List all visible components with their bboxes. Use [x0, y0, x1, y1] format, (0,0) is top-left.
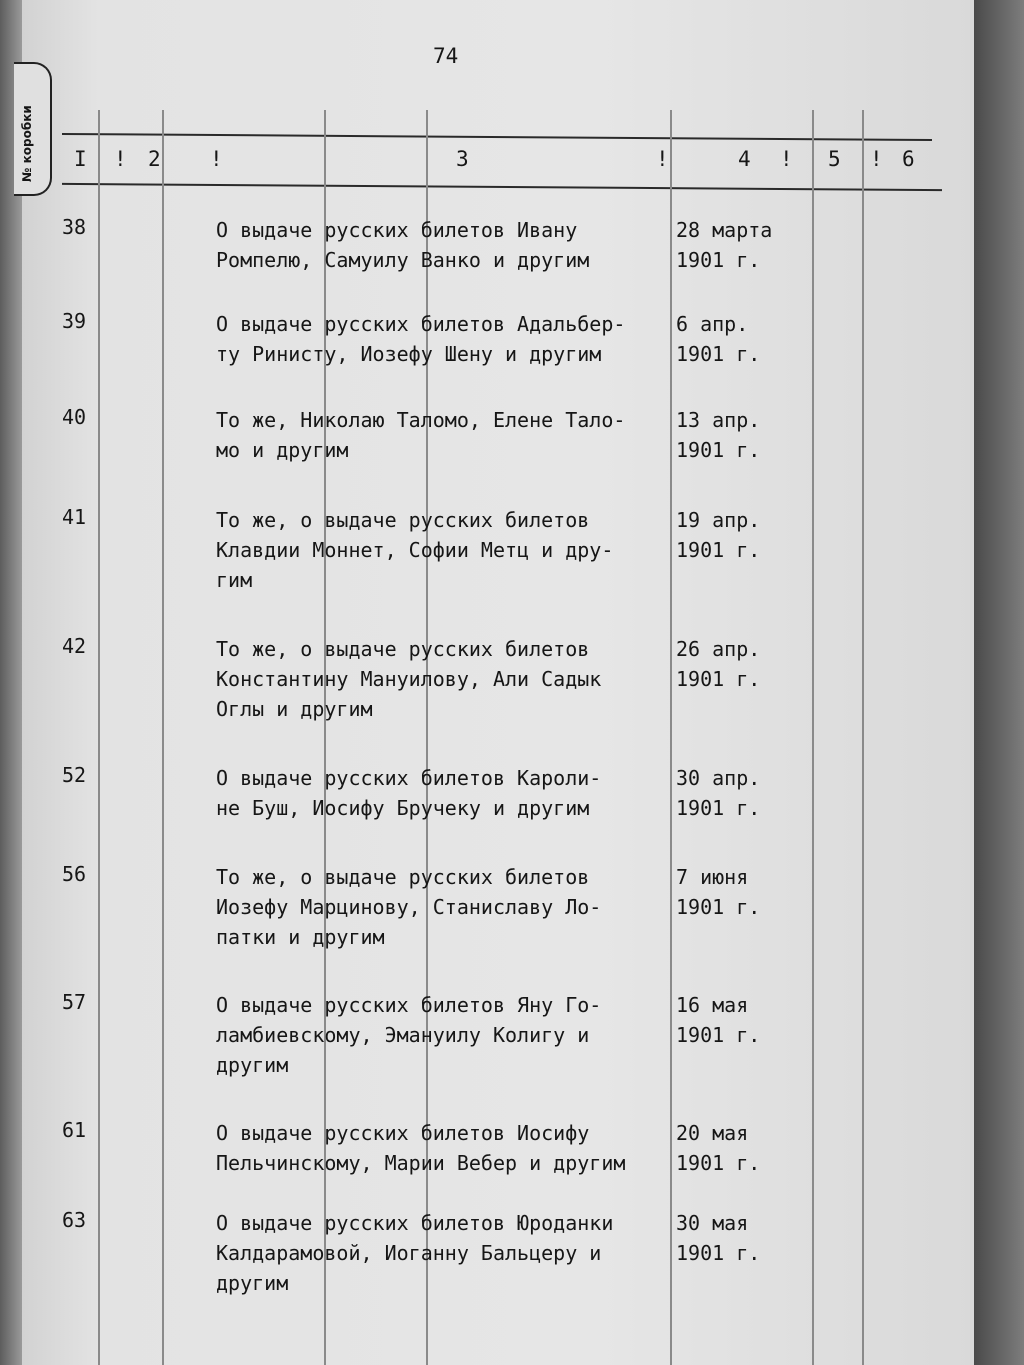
header-col-1: I	[74, 147, 87, 171]
row-number: 63	[62, 1208, 87, 1232]
column-rule-1	[98, 110, 100, 1365]
row-number: 57	[62, 990, 87, 1014]
row-title: О выдаче русских билетов Адальбер- ту Ринисту, Иозефу Шену и другим	[216, 312, 626, 366]
row-title: О выдаче русских билетов Яну Го- ламбиевскому, Эмануилу Колигу и другим	[216, 993, 602, 1077]
row-number: 52	[62, 763, 87, 787]
header-rule-bottom	[62, 183, 942, 191]
row-title: То же, о выдаче русских билетов Клавдии Моннет, Софии Метц и дру- гим	[216, 508, 614, 592]
row-number: 38	[62, 215, 87, 239]
row-date: 30 мая 1901 г.	[676, 1211, 761, 1265]
header-separator: !	[780, 147, 793, 171]
row-date: 19 апр. 1901 г.	[676, 508, 761, 562]
page-number: 74	[433, 44, 459, 68]
row-date: 16 мая 1901 г.	[676, 993, 761, 1047]
header-col-4: 4	[738, 147, 751, 171]
row-number: 42	[62, 634, 87, 658]
box-stamp-label: № коробки	[20, 105, 34, 182]
row-title: То же, о выдаче русских билетов Иозефу Марцинову, Станиславу Ло- патки и другим	[216, 865, 602, 949]
header-col-2: 2	[148, 147, 161, 171]
header-separator: !	[210, 147, 223, 171]
header-separator: !	[870, 147, 883, 171]
row-date: 13 апр. 1901 г.	[676, 408, 761, 462]
row-number: 56	[62, 862, 87, 886]
header-rule-top	[62, 133, 932, 141]
row-title: О выдаче русских билетов Ивану Ромпелю, Самуилу Ванко и другим	[216, 218, 590, 272]
document-page	[22, 0, 974, 1365]
header-col-3: 3	[456, 147, 469, 171]
header-col-5: 5	[828, 147, 841, 171]
row-date: 30 апр. 1901 г.	[676, 766, 761, 820]
column-rule-6	[812, 110, 814, 1365]
page-left-edge	[0, 0, 22, 1365]
row-date: 7 июня 1901 г.	[676, 865, 761, 919]
row-date: 20 мая 1901 г.	[676, 1121, 761, 1175]
row-title: О выдаче русских билетов Иосифу Пельчинскому, Марии Вебер и другим	[216, 1121, 626, 1175]
row-date: 28 марта 1901 г.	[676, 218, 773, 272]
row-date: 6 апр. 1901 г.	[676, 312, 761, 366]
row-number: 61	[62, 1118, 87, 1142]
page-right-edge	[974, 0, 1024, 1365]
header-separator: !	[114, 147, 127, 171]
row-title: О выдаче русских билетов Кароли- не Буш, Иосифу Бручеку и другим	[216, 766, 602, 820]
row-title: То же, Николаю Таломо, Елене Тало- мо и другим	[216, 408, 626, 462]
row-date: 26 апр. 1901 г.	[676, 637, 761, 691]
row-title: О выдаче русских билетов Юроданки Калдарамовой, Иоганну Бальцеру и другим	[216, 1211, 614, 1295]
row-number: 41	[62, 505, 87, 529]
header-separator: !	[656, 147, 669, 171]
header-col-6: 6	[902, 147, 915, 171]
column-rule-2	[162, 110, 164, 1365]
row-title: То же, о выдаче русских билетов Константину Мануилову, Али Садык Оглы и другим	[216, 637, 602, 721]
row-number: 39	[62, 309, 87, 333]
row-number: 40	[62, 405, 87, 429]
box-stamp	[14, 62, 52, 196]
column-rule-7	[862, 110, 864, 1365]
